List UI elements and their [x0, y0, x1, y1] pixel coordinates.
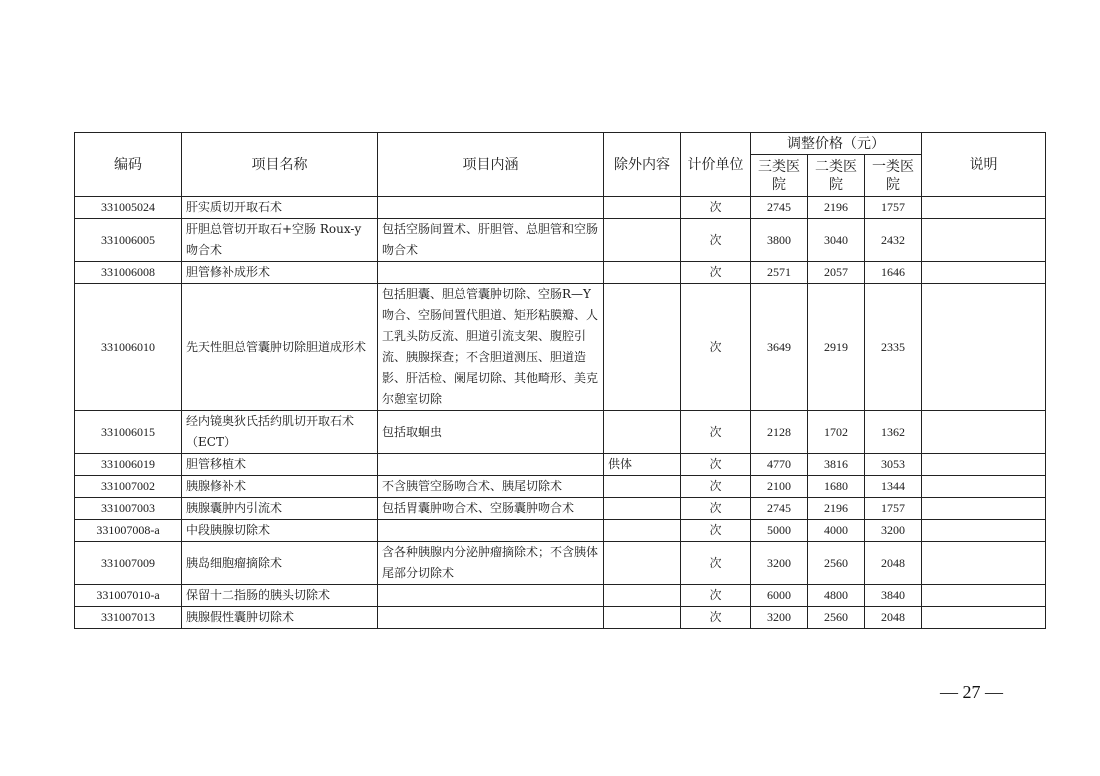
- price-class3: 3800: [751, 219, 808, 262]
- price-table: [74, 132, 1046, 629]
- item-code: 331007002: [75, 476, 182, 498]
- item-content: 含各种胰腺内分泌肿瘤摘除术；不含胰体尾部分切除术: [378, 542, 604, 585]
- item-excluded: 供体: [604, 454, 681, 476]
- item-unit: 次: [681, 498, 751, 520]
- item-name: 先天性胆总管囊肿切除胆道成形术: [182, 284, 378, 411]
- item-code: 331006019: [75, 454, 182, 476]
- price-class3: 2100: [751, 476, 808, 498]
- item-note: [922, 411, 1046, 454]
- item-unit: 次: [681, 542, 751, 585]
- item-code: 331006008: [75, 262, 182, 284]
- item-excluded: [604, 585, 681, 607]
- price-class3: 3200: [751, 607, 808, 629]
- price-class2: 2560: [808, 607, 865, 629]
- item-excluded: [604, 542, 681, 585]
- table-row: [75, 476, 1046, 498]
- item-excluded: [604, 520, 681, 542]
- price-class2: 1680: [808, 476, 865, 498]
- header-price-group: 调整价格（元）: [751, 133, 922, 155]
- item-unit: 次: [681, 476, 751, 498]
- price-class2: 3040: [808, 219, 865, 262]
- item-unit: 次: [681, 607, 751, 629]
- price-class1: 1646: [865, 262, 922, 284]
- price-class3: 2745: [751, 197, 808, 219]
- table-row: [75, 411, 1046, 454]
- item-name: 胰腺囊肿内引流术: [182, 498, 378, 520]
- item-unit: 次: [681, 411, 751, 454]
- price-class1: 2335: [865, 284, 922, 411]
- item-excluded: [604, 476, 681, 498]
- item-content: 包括胆囊、胆总管囊肿切除、空肠R—Y 吻合、空肠间置代胆道、矩形粘膜瓣、人工乳头防反流、胆道引流支架、腹腔引流、胰腺探查；不含胆道测压、胆道造影、肝活检、阑尾切除、其他畸形、美克尔憩室切除: [378, 284, 604, 411]
- item-note: [922, 542, 1046, 585]
- item-content: [378, 607, 604, 629]
- price-class1: 1362: [865, 411, 922, 454]
- price-class3: 2745: [751, 498, 808, 520]
- header-excluded: 除外内容: [604, 133, 681, 197]
- table-row: [75, 585, 1046, 607]
- table-header: [75, 133, 1046, 197]
- item-note: [922, 498, 1046, 520]
- header-content: 项目内涵: [378, 133, 604, 197]
- table-row: [75, 197, 1046, 219]
- item-content: [378, 585, 604, 607]
- item-name: 胰岛细胞瘤摘除术: [182, 542, 378, 585]
- price-class1: 3840: [865, 585, 922, 607]
- item-note: [922, 476, 1046, 498]
- item-excluded: [604, 284, 681, 411]
- item-note: [922, 197, 1046, 219]
- item-name: 保留十二指肠的胰头切除术: [182, 585, 378, 607]
- price-class1: 2432: [865, 219, 922, 262]
- item-content: [378, 197, 604, 219]
- item-code: 331007013: [75, 607, 182, 629]
- item-note: [922, 607, 1046, 629]
- price-class3: 5000: [751, 520, 808, 542]
- item-excluded: [604, 498, 681, 520]
- price-class1: 3200: [865, 520, 922, 542]
- item-code: 331007008-a: [75, 520, 182, 542]
- table-row: [75, 498, 1046, 520]
- item-name: 胆管修补成形术: [182, 262, 378, 284]
- price-class1: 3053: [865, 454, 922, 476]
- header-note: 说明: [922, 133, 1046, 197]
- price-class2: 2057: [808, 262, 865, 284]
- header-code: 编码: [75, 133, 182, 197]
- table-row: [75, 542, 1046, 585]
- price-class2: 2196: [808, 498, 865, 520]
- item-unit: 次: [681, 454, 751, 476]
- item-name: 经内镜奥狄氏括约肌切开取石术（ECT）: [182, 411, 378, 454]
- item-unit: 次: [681, 197, 751, 219]
- item-code: 331006010: [75, 284, 182, 411]
- table-row: [75, 607, 1046, 629]
- price-class1: 1757: [865, 197, 922, 219]
- price-class3: 2128: [751, 411, 808, 454]
- item-note: [922, 262, 1046, 284]
- price-class1: 2048: [865, 607, 922, 629]
- item-note: [922, 219, 1046, 262]
- item-content: 包括空肠间置术、肝胆管、总胆管和空肠吻合术: [378, 219, 604, 262]
- item-name: 胰腺修补术: [182, 476, 378, 498]
- item-note: [922, 284, 1046, 411]
- price-class2: 4800: [808, 585, 865, 607]
- item-note: [922, 454, 1046, 476]
- price-class2: 2560: [808, 542, 865, 585]
- item-excluded: [604, 607, 681, 629]
- item-note: [922, 520, 1046, 542]
- price-class2: 1702: [808, 411, 865, 454]
- item-code: 331007010-a: [75, 585, 182, 607]
- item-name: 胰腺假性囊肿切除术: [182, 607, 378, 629]
- item-note: [922, 585, 1046, 607]
- price-class2: 2196: [808, 197, 865, 219]
- item-name: 肝实质切开取石术: [182, 197, 378, 219]
- price-class2: 4000: [808, 520, 865, 542]
- item-name: 胆管移植术: [182, 454, 378, 476]
- price-class1: 2048: [865, 542, 922, 585]
- price-class3: 3200: [751, 542, 808, 585]
- table-row: [75, 284, 1046, 411]
- item-excluded: [604, 219, 681, 262]
- header-name: 项目名称: [182, 133, 378, 197]
- item-content: [378, 262, 604, 284]
- item-content: 包括胃囊肿吻合术、空肠囊肿吻合术: [378, 498, 604, 520]
- item-name: 肝胆总管切开取石+空肠 Roux-y 吻合术: [182, 219, 378, 262]
- item-code: 331006005: [75, 219, 182, 262]
- header-class3: 三类医院: [751, 155, 808, 197]
- price-class3: 4770: [751, 454, 808, 476]
- item-code: 331006015: [75, 411, 182, 454]
- table-row: [75, 454, 1046, 476]
- header-class2: 二类医院: [808, 155, 865, 197]
- price-class3: 3649: [751, 284, 808, 411]
- table-body: [75, 197, 1046, 629]
- item-code: 331007003: [75, 498, 182, 520]
- price-class1: 1344: [865, 476, 922, 498]
- item-content: 包括取蛔虫: [378, 411, 604, 454]
- item-unit: 次: [681, 219, 751, 262]
- price-class2: 2919: [808, 284, 865, 411]
- table-row: [75, 262, 1046, 284]
- header-class1: 一类医院: [865, 155, 922, 197]
- item-excluded: [604, 197, 681, 219]
- item-content: [378, 520, 604, 542]
- price-class3: 2571: [751, 262, 808, 284]
- item-code: 331007009: [75, 542, 182, 585]
- item-name: 中段胰腺切除术: [182, 520, 378, 542]
- table-row: [75, 520, 1046, 542]
- item-unit: 次: [681, 520, 751, 542]
- table-row: [75, 219, 1046, 262]
- item-excluded: [604, 262, 681, 284]
- item-excluded: [604, 411, 681, 454]
- item-code: 331005024: [75, 197, 182, 219]
- item-content: [378, 454, 604, 476]
- price-class2: 3816: [808, 454, 865, 476]
- item-unit: 次: [681, 585, 751, 607]
- price-class3: 6000: [751, 585, 808, 607]
- header-unit: 计价单位: [681, 133, 751, 197]
- item-unit: 次: [681, 284, 751, 411]
- item-unit: 次: [681, 262, 751, 284]
- price-class1: 1757: [865, 498, 922, 520]
- page-number: — 27 —: [940, 682, 1003, 702]
- item-content: 不含胰管空肠吻合术、胰尾切除术: [378, 476, 604, 498]
